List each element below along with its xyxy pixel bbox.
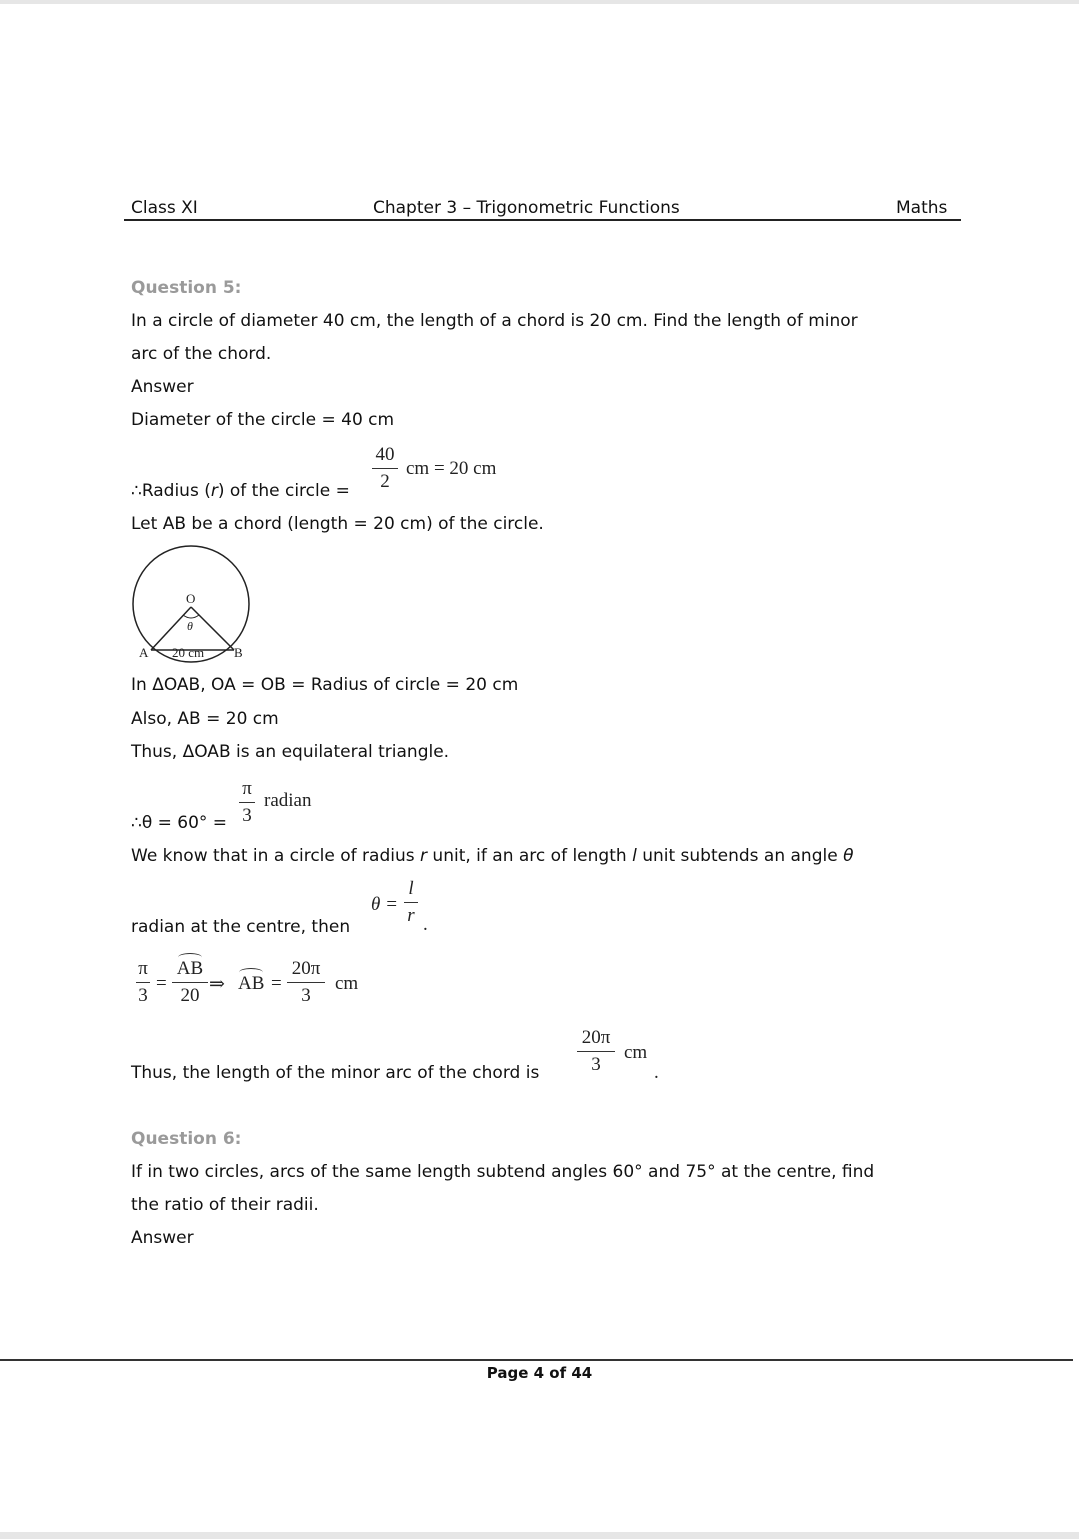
svg-text:θ: θ — [187, 619, 193, 633]
question-5-text-2: arc of the chord. — [131, 344, 272, 364]
bottom-border — [0, 1532, 1079, 1539]
diameter-line: Diameter of the circle = 40 cm — [131, 410, 395, 430]
formula-lhs: θ = — [371, 894, 398, 915]
arc-formula-statement: We know that in a circle of radius r unit, if an arc of length l unit subtends an angle θ — [131, 846, 854, 866]
header-class: Class XI — [131, 198, 198, 218]
question-6-title: Question 6: — [131, 1129, 242, 1149]
radius-line: ∴Radius (r) of the circle = — [131, 481, 350, 501]
radian-line: radian at the centre, then — [131, 917, 351, 937]
eq-sign: = — [156, 973, 167, 994]
eq-fraction-pi-3: π 3 — [136, 958, 150, 1007]
radius-fraction: 40 2 — [372, 444, 398, 493]
triangle-line-2: Also, AB = 20 cm — [131, 709, 279, 729]
arc-ab: AB — [238, 973, 265, 994]
chord-line: Let AB be a chord (length = 20 cm) of the circle. — [131, 514, 544, 534]
eq-sign-2: = — [271, 973, 282, 994]
theta-unit: radian — [264, 790, 312, 811]
theta-line: ∴θ = 60° = — [131, 813, 228, 833]
triangle-line-1: In ΔOAB, OA = OB = Radius of circle = 20 cm — [131, 675, 519, 695]
svg-text:O: O — [186, 591, 196, 606]
svg-text:20 cm: 20 cm — [172, 645, 205, 660]
question-5-text-1: In a circle of diameter 40 cm, the length of a chord is 20 cm. Find the length of minor — [131, 311, 858, 331]
formula-dot: . — [423, 914, 428, 935]
conclusion-dot: . — [654, 1062, 659, 1083]
answer-label: Answer — [131, 377, 194, 397]
header-divider — [124, 219, 961, 221]
formula-fraction: l r — [404, 878, 418, 927]
top-border — [0, 0, 1079, 4]
radius-result: cm = 20 cm — [406, 458, 497, 479]
eq-fraction-ab-20: AB 20 — [172, 958, 208, 1007]
question-5-title: Question 5: — [131, 278, 242, 298]
circle-diagram — [128, 545, 258, 663]
conclusion-line: Thus, the length of the minor arc of the chord is — [131, 1063, 540, 1083]
svg-text:B: B — [234, 645, 243, 660]
answer-label-6: Answer — [131, 1228, 194, 1248]
implies-sign: ⇒ — [209, 974, 225, 995]
conclusion-fraction: 20π 3 — [577, 1027, 615, 1076]
page-number: Page 4 of 44 — [486, 1364, 593, 1382]
question-6-text-2: the ratio of their radii. — [131, 1195, 319, 1215]
conclusion-unit: cm — [624, 1042, 648, 1063]
triangle-line-3: Thus, ΔOAB is an equilateral triangle. — [131, 742, 450, 762]
footer-divider — [0, 1359, 1073, 1361]
theta-fraction: π 3 — [239, 778, 255, 827]
header-chapter: Chapter 3 – Trigonometric Functions — [373, 198, 680, 218]
eq-unit: cm — [335, 973, 359, 994]
header-subject: Maths — [896, 198, 948, 218]
question-6-text-1: If in two circles, arcs of the same length subtend angles 60° and 75° at the centre, find — [131, 1162, 875, 1182]
eq-fraction-20pi-3: 20π 3 — [287, 958, 325, 1007]
svg-text:A: A — [139, 645, 149, 660]
